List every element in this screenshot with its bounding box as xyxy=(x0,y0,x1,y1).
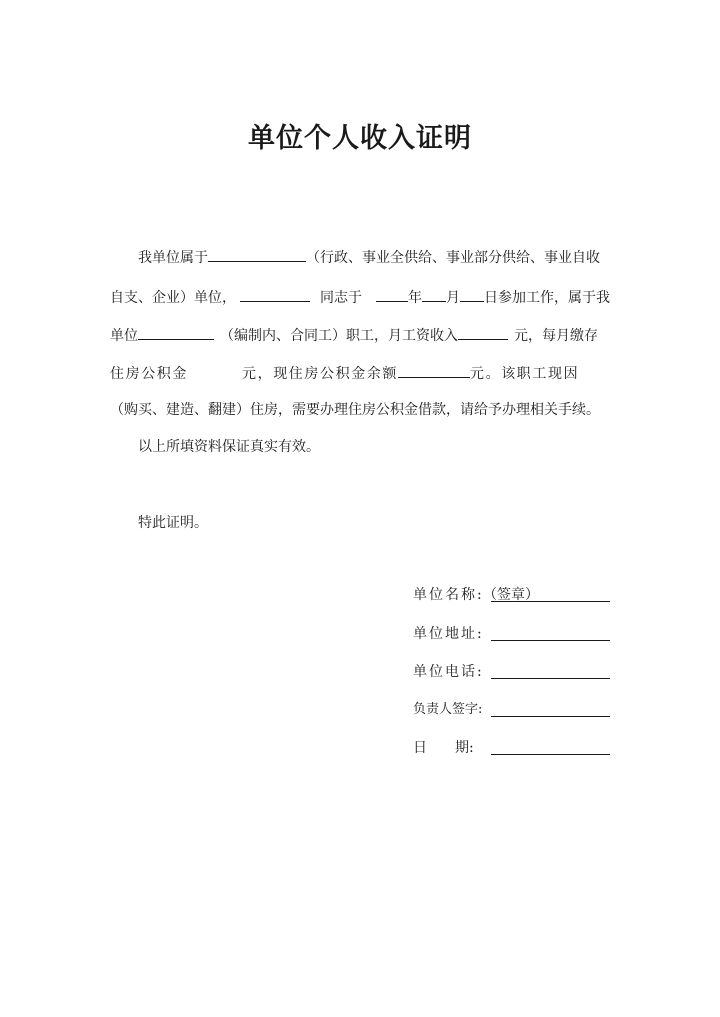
text-segment: 特此证明。 xyxy=(138,515,208,531)
blank-day[interactable] xyxy=(460,286,484,302)
closing-text xyxy=(110,513,610,533)
paragraph-line-5 xyxy=(110,400,610,420)
date-field[interactable] xyxy=(491,754,610,755)
signature-leader xyxy=(413,700,613,720)
signature-unit-address xyxy=(413,624,613,644)
unit-name-stamp: （签章） xyxy=(483,587,539,603)
unit-address-field[interactable] xyxy=(491,640,610,641)
signature-unit-phone xyxy=(413,662,613,682)
signature-unit-name xyxy=(413,585,613,605)
paragraph-line-3 xyxy=(110,324,610,344)
text-segment: 月 xyxy=(446,290,460,306)
blank-fund-balance[interactable] xyxy=(398,362,470,378)
text-segment: 自支、企业）单位， xyxy=(110,290,236,306)
paragraph-line-4 xyxy=(110,362,610,382)
unit-name-field[interactable] xyxy=(491,601,610,602)
text-segment: 年 xyxy=(408,290,422,306)
text-segment: 元，现住房公积金余额 xyxy=(242,366,398,382)
blank-unit-type[interactable] xyxy=(208,246,306,262)
blank-month[interactable] xyxy=(422,286,446,302)
text-segment: 单位 xyxy=(110,328,138,344)
unit-name-label: 单位名称: xyxy=(413,587,484,603)
blank-monthly-salary[interactable] xyxy=(458,324,508,340)
date-label: 日 期: xyxy=(413,740,474,756)
paragraph-validity xyxy=(110,437,610,457)
leader-sign-label: 负责人签字: xyxy=(413,702,483,717)
text-segment: 元，每月缴存 xyxy=(514,328,598,344)
text-segment: 元。该职工现因 xyxy=(470,366,580,382)
blank-employee-name[interactable] xyxy=(240,286,310,302)
text-segment: （编制内、合同工）职工，月工资收入 xyxy=(220,328,458,344)
text-segment: 日参加工作，属于我 xyxy=(484,290,610,306)
paragraph-line-2 xyxy=(110,286,610,306)
text-segment: （行政、事业全供给、事业部分供给、事业自收 xyxy=(306,250,600,266)
text-segment: 以上所填资料保证真实有效。 xyxy=(138,439,320,455)
unit-phone-field[interactable] xyxy=(491,678,610,679)
text-segment: 住房公积金 xyxy=(110,366,188,382)
paragraph-line-1 xyxy=(110,246,610,266)
unit-phone-label: 单位电话: xyxy=(413,664,484,680)
blank-year[interactable] xyxy=(376,286,408,302)
text-segment: （购买、建造、翻建）住房，需要办理住房公积金借款，请给予办理相关手续。 xyxy=(110,402,600,418)
text-segment: 我单位属于 xyxy=(138,250,208,266)
unit-address-label: 单位地址: xyxy=(413,626,484,642)
leader-sign-field[interactable] xyxy=(491,716,610,717)
document-title: 单位个人收入证明 xyxy=(248,123,472,154)
signature-date xyxy=(413,738,613,758)
blank-unit-name[interactable] xyxy=(138,324,214,340)
text-segment: 同志于 xyxy=(320,290,362,306)
